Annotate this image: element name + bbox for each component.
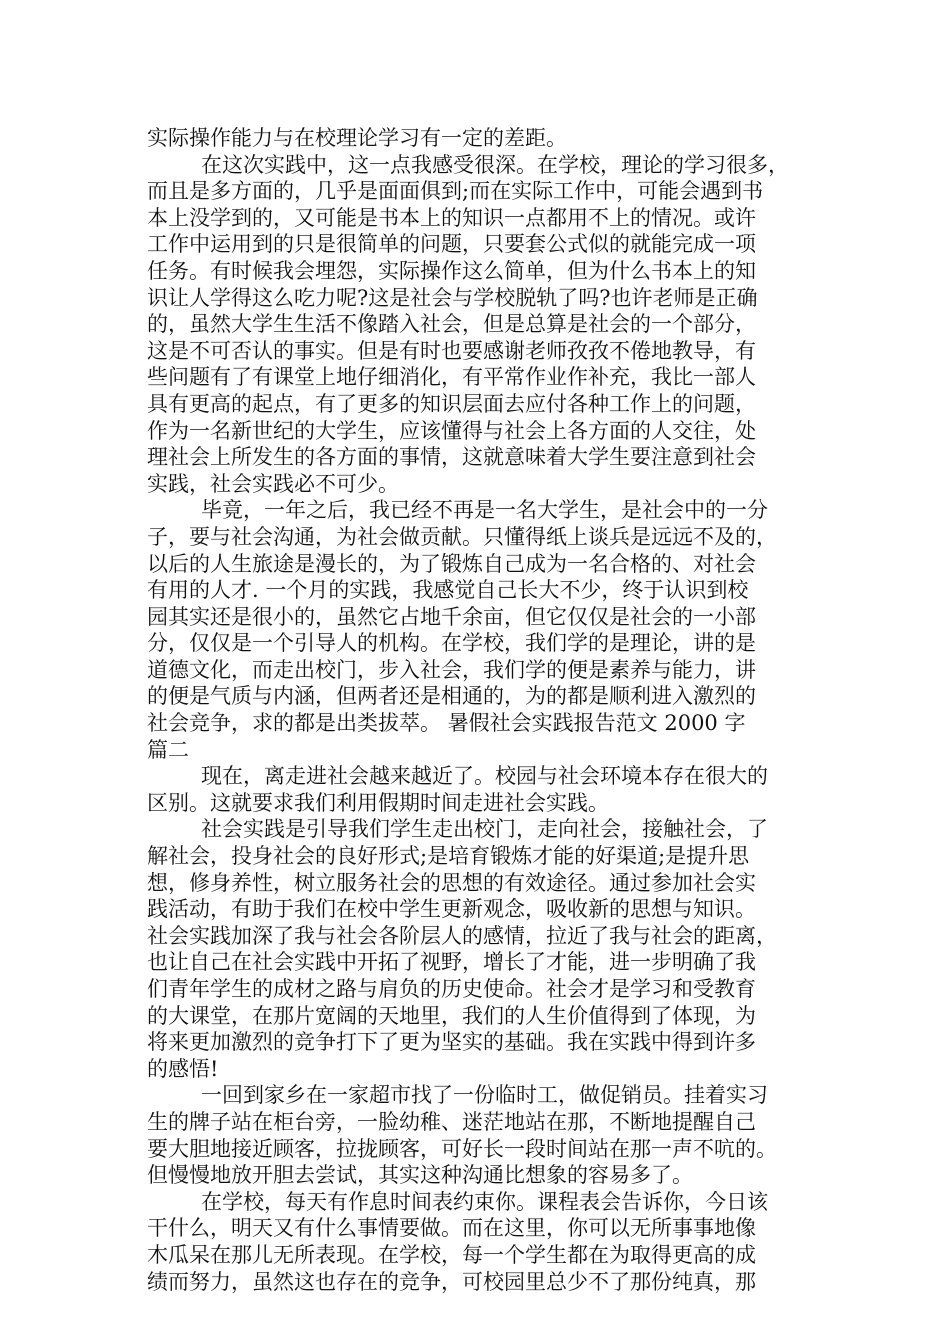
text-line: 们青年学生的成材之路与肩负的历史使命。社会才是学习和受教育 — [147, 977, 756, 1001]
paragraph — [147, 125, 805, 152]
text-line: 园其实还是很小的，虽然它占地千余亩，但它仅仅是社会的一小部 — [147, 604, 756, 629]
text-line: 理社会上所发生的各方面的事情，这就意味着大学生要注意到社会 — [147, 445, 756, 470]
text-line: 的大课堂，在那片宽阔的天地里，我们的人生价值得到了体现，为 — [147, 1003, 756, 1028]
paragraph — [147, 497, 805, 763]
document-body-text — [147, 125, 805, 1295]
text-line: 子，要与社会沟通，为社会做贡献。只懂得纸上谈兵是远远不及的， — [147, 524, 777, 549]
text-line: 社会实践是引导我们学生走出校门，走向社会，接触社会，了 — [201, 817, 768, 842]
text-line: 在学校，每天有作息时间表约束你。课程表会告诉你，今日该 — [201, 1189, 768, 1214]
text-line: 毕竟，一年之后，我已经不再是一名大学生，是社会中的一分 — [201, 498, 768, 523]
text-line: 一回到家乡在一家超市找了一份临时工，做促销员。挂着实习 — [201, 1083, 768, 1108]
text-line: 现在，离走进社会越来越近了。校园与社会环境本存在很大的 — [201, 764, 768, 789]
paragraph — [147, 1189, 805, 1295]
text-line: 有用的人才. 一个月的实践，我感觉自己长大不少，终于认识到校 — [147, 578, 749, 603]
text-line: 社会实践加深了我与社会各阶层人的感情，拉近了我与社会的距离， — [147, 923, 777, 948]
text-line: 这是不可否认的事实。但是有时也要感谢老师孜孜不倦地教导，有 — [147, 338, 756, 363]
paragraph — [147, 816, 805, 1082]
paragraph — [147, 1082, 805, 1188]
text-line: 想，修身养性，树立服务社会的思想的有效途径。通过参加社会实 — [147, 870, 756, 895]
text-line: 要大胆地接近顾客，拉拢顾客，可好长一段时间站在那一声不吭的。 — [147, 1136, 777, 1161]
text-line: 也让自己在社会实践中开拓了视野，增长了才能，进一步明确了我 — [147, 950, 756, 975]
text-line: 具有更高的起点，有了更多的知识层面去应付各种工作上的问题， — [147, 391, 756, 416]
text-line: 区别。这就要求我们利用假期时间走进社会实践。 — [147, 790, 609, 815]
text-line: 实际操作能力与在校理论学习有一定的差距。 — [147, 126, 567, 150]
text-line: 而且是多方面的，几乎是面面俱到;而在实际工作中，可能会遇到书 — [147, 179, 764, 204]
text-line: 干什么，明天又有什么事情要做。而在这里，你可以无所事事地像 — [147, 1216, 756, 1241]
text-line: 的便是气质与内涵，但两者还是相通的，为的都是顺利进入激烈的 — [147, 684, 756, 709]
text-line: 分，仅仅是一个引导人的机构。在学校，我们学的是理论，讲的是 — [147, 631, 756, 656]
paragraph — [147, 152, 805, 498]
text-line: 社会竞争，求的都是出类拔萃。 暑假社会实践报告范文 2000 字 — [147, 711, 746, 736]
text-line: 作为一名新世纪的大学生，应该懂得与社会上各方面的人交往，处 — [147, 418, 756, 443]
text-line: 但慢慢地放开胆去尝试，其实这种沟通比想象的容易多了。 — [147, 1163, 693, 1188]
text-line: 实践，社会实践必不可少。 — [147, 471, 399, 496]
text-line: 以后的人生旅途是漫长的，为了锻炼自己成为一名合格的、对社会 — [147, 551, 756, 576]
text-line: 践活动，有助于我们在校中学生更新观念，吸收新的思想与知识。 — [147, 897, 756, 922]
text-line: 工作中运用到的只是很简单的问题，只要套公式似的就能完成一项 — [147, 232, 756, 257]
text-line: 木瓜呆在那儿无所表现。在学校，每一个学生都在为取得更高的成 — [147, 1242, 756, 1267]
text-line: 本上没学到的，又可能是书本上的知识一点都用不上的情况。或许 — [147, 205, 756, 230]
text-line: 的感悟! — [147, 1056, 219, 1081]
paragraph — [147, 763, 805, 816]
text-line: 将来更加激烈的竞争打下了更为坚实的基础。我在实践中得到许多 — [147, 1030, 756, 1055]
text-line: 在这次实践中，这一点我感受很深。在学校，理论的学习很多， — [201, 152, 789, 177]
text-line: 篇二 — [147, 737, 189, 762]
text-line: 识让人学得这么吃力呢?这是社会与学校脱轨了吗?也许老师是正确 — [147, 285, 758, 310]
text-line: 些问题有了有课堂上地仔细消化，有平常作业作补充，我比一部人 — [147, 365, 756, 390]
text-line: 解社会，投身社会的良好形式;是培育锻炼才能的好渠道;是提升思 — [147, 844, 750, 869]
text-line: 道德文化，而走出校门，步入社会，我们学的便是素养与能力，讲 — [147, 657, 756, 682]
text-line: 任务。有时候我会埋怨，实际操作这么简单，但为什么书本上的知 — [147, 258, 756, 283]
text-line: 绩而努力，虽然这也存在的竞争，可校园里总少不了那份纯真，那 — [147, 1269, 756, 1294]
text-line: 的，虽然大学生生活不像踏入社会，但是总算是社会的一个部分， — [147, 312, 756, 337]
text-line: 生的牌子站在柜台旁，一脸幼稚、迷茫地站在那，不断地提醒自己 — [147, 1109, 756, 1134]
